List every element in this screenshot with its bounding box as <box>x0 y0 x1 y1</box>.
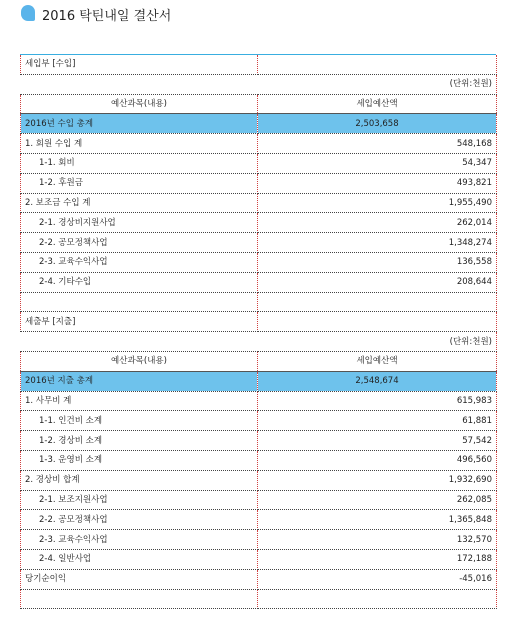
row-label: 2-2. 공모정책사업 <box>21 510 258 530</box>
row-label: 2-1. 경상비지원사업 <box>21 213 258 233</box>
table-row <box>21 213 497 233</box>
row-amount: 1,365,848 <box>258 510 497 530</box>
expense-section-row <box>21 312 497 332</box>
table-row <box>21 153 497 173</box>
row-amount: 136,558 <box>258 252 497 272</box>
expense-section-label: 세출부 [지출] <box>21 312 258 332</box>
empty-cell <box>258 55 497 74</box>
row-label: 2-4. 기타수입 <box>21 272 258 292</box>
row-amount: 208,644 <box>258 272 497 292</box>
row-label: 2-1. 보조지원사업 <box>21 490 258 510</box>
table-row <box>21 411 497 431</box>
row-label: 2-2. 공모정책사업 <box>21 233 258 253</box>
row-label: 1. 회원 수입 계 <box>21 134 258 154</box>
table-row <box>21 450 497 470</box>
expense-header-amount: 세입예산액 <box>258 351 497 371</box>
income-header-item: 예산과목(내용) <box>21 94 258 114</box>
row-label: 2-4. 일반사업 <box>21 549 258 569</box>
row-amount: 61,881 <box>258 411 497 431</box>
expense-unit-label: (단위:천원) <box>258 332 497 352</box>
expense-total-label: 2016년 지출 총계 <box>21 371 258 391</box>
row-amount: 262,085 <box>258 490 497 510</box>
expense-total-amount: 2,548,674 <box>258 371 497 391</box>
row-amount: 172,188 <box>258 549 497 569</box>
empty-cell <box>258 312 497 332</box>
empty-cell <box>258 292 497 312</box>
income-total-row <box>21 114 497 134</box>
table-row <box>21 272 497 292</box>
row-label: 1-1. 인건비 소계 <box>21 411 258 431</box>
row-amount: 496,560 <box>258 450 497 470</box>
row-label: 2-3. 교육수익사업 <box>21 252 258 272</box>
table-row <box>21 431 497 451</box>
income-unit-label: (단위:천원) <box>258 74 497 94</box>
document-icon <box>21 5 35 21</box>
document-header <box>0 0 515 32</box>
row-amount: 548,168 <box>258 134 497 154</box>
document-title: 2016 탁틴내일 결산서 <box>42 9 172 24</box>
table-row <box>21 193 497 213</box>
table-row <box>21 510 497 530</box>
empty-cell <box>21 589 258 609</box>
income-section-label: 세입부 [수입] <box>21 55 258 74</box>
income-total-label: 2016년 수입 총계 <box>21 114 258 134</box>
net-income-label: 당기순이익 <box>21 569 258 589</box>
table-row <box>21 252 497 272</box>
row-amount: 493,821 <box>258 173 497 193</box>
row-amount: 615,983 <box>258 391 497 411</box>
empty-cell <box>21 74 258 94</box>
row-label: 2. 경상비 합계 <box>21 470 258 490</box>
expense-total-row <box>21 371 497 391</box>
budget-table <box>20 55 497 609</box>
income-unit-row <box>21 74 497 94</box>
blank-row <box>21 292 497 312</box>
blank-row <box>21 589 497 609</box>
row-label: 1-2. 후원금 <box>21 173 258 193</box>
table-row <box>21 470 497 490</box>
row-amount: 57,542 <box>258 431 497 451</box>
net-income-amount: -45,016 <box>258 569 497 589</box>
table-row <box>21 233 497 253</box>
row-label: 1-3. 운영비 소계 <box>21 450 258 470</box>
income-total-amount: 2,503,658 <box>258 114 497 134</box>
row-label: 2. 보조금 수입 계 <box>21 193 258 213</box>
spreadsheet <box>20 54 496 609</box>
row-label: 1-2. 경상비 소계 <box>21 431 258 451</box>
net-income-row <box>21 569 497 589</box>
table-row <box>21 549 497 569</box>
expense-header-row <box>21 351 497 371</box>
empty-cell <box>21 292 258 312</box>
expense-header-item: 예산과목(내용) <box>21 351 258 371</box>
row-amount: 54,347 <box>258 153 497 173</box>
row-amount: 1,955,490 <box>258 193 497 213</box>
row-amount: 132,570 <box>258 530 497 550</box>
row-amount: 1,932,690 <box>258 470 497 490</box>
row-label: 1. 사무비 계 <box>21 391 258 411</box>
income-header-amount: 세입예산액 <box>258 94 497 114</box>
table-row <box>21 173 497 193</box>
expense-unit-row <box>21 332 497 352</box>
row-label: 1-1. 회비 <box>21 153 258 173</box>
row-label: 2-3. 교육수익사업 <box>21 530 258 550</box>
row-amount: 1,348,274 <box>258 233 497 253</box>
row-amount: 262,014 <box>258 213 497 233</box>
table-row <box>21 391 497 411</box>
table-row <box>21 490 497 510</box>
income-header-row <box>21 94 497 114</box>
table-row <box>21 134 497 154</box>
table-row <box>21 530 497 550</box>
empty-cell <box>21 332 258 352</box>
income-section-row <box>21 55 497 74</box>
empty-cell <box>258 589 497 609</box>
